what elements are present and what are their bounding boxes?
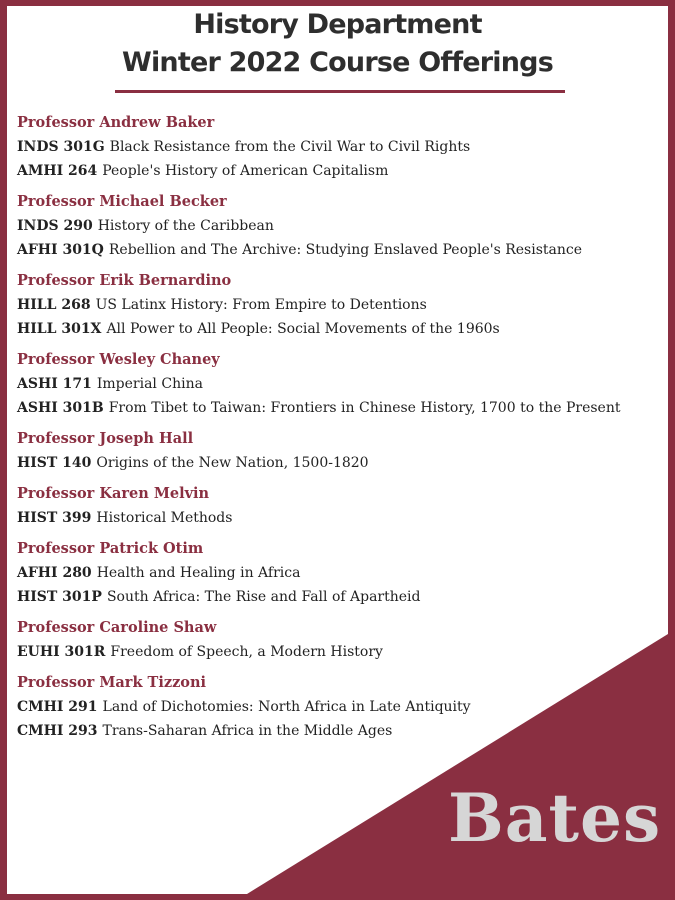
course-title: Historical Methods [96,510,233,526]
course-entry [17,293,657,317]
course-code: CMHI 291 [17,699,98,715]
title-line-2: Winter 2022 Course Offerings [122,47,553,78]
course-code: HILL 301X [17,321,102,337]
professor-name: Professor Karen Melvin [17,485,210,502]
title-underline [115,90,565,93]
course-title: US Latinx History: From Empire to Detentions [95,297,427,313]
professor-name: Professor Wesley Chaney [17,351,220,368]
professor-group [17,482,657,530]
professor-group [17,671,657,743]
professor-name: Professor Joseph Hall [17,430,194,447]
course-list [17,111,657,750]
course-entry [17,159,657,183]
course-title: From Tibet to Taiwan: Frontiers in Chinese History, 1700 to the Present [108,400,621,416]
professor-name: Professor Andrew Baker [17,114,215,131]
professor-name: Professor Michael Becker [17,193,227,210]
course-code: CMHI 293 [17,723,98,739]
course-title: Origins of the New Nation, 1500-1820 [96,455,369,471]
professor-name: Professor Caroline Shaw [17,619,217,636]
course-entry [17,506,657,530]
professor-group [17,348,657,420]
course-code: ASHI 171 [17,376,92,392]
professor-group [17,537,657,609]
professor-name: Professor Erik Bernardino [17,272,232,289]
course-entry [17,214,657,238]
poster-header [0,6,675,82]
course-title: All Power to All People: Social Movements of the 1960s [106,321,500,337]
course-code: AMHI 264 [17,163,98,179]
course-entry [17,640,657,664]
course-title: South Africa: The Rise and Fall of Apartheid [106,589,421,605]
course-entry [17,396,657,420]
course-entry [17,451,657,475]
course-entry [17,238,657,262]
course-title: Land of Dichotomies: North Africa in Late Antiquity [102,699,471,715]
course-title: Health and Healing in Africa [96,565,301,581]
course-code: HIST 140 [17,455,92,471]
course-code: HIST 301P [17,589,102,605]
course-code: ASHI 301B [17,400,104,416]
course-entry [17,719,657,743]
course-title: People's History of American Capitalism [102,163,389,179]
bates-wordmark: Bates [448,779,662,857]
course-title: Black Resistance from the Civil War to Civil Rights [109,139,471,155]
course-entry [17,317,657,341]
course-code: HIST 399 [17,510,92,526]
professor-name: Professor Patrick Otim [17,540,204,557]
professor-group [17,111,657,183]
course-code: HILL 268 [17,297,91,313]
course-entry [17,372,657,396]
course-title: Freedom of Speech, a Modern History [110,644,383,660]
course-entry [17,135,657,159]
course-title: Rebellion and The Archive: Studying Enslaved People's Resistance [108,242,583,258]
course-code: INDS 290 [17,218,93,234]
professor-name: Professor Mark Tizzoni [17,674,207,691]
course-code: INDS 301G [17,139,105,155]
course-title: History of the Caribbean [97,218,274,234]
course-title: Trans-Saharan Africa in the Middle Ages [102,723,393,739]
course-code: AFHI 301Q [17,242,104,258]
professor-group [17,269,657,341]
title-line-1: History Department [193,9,482,40]
professor-group [17,190,657,262]
course-code: EUHI 301R [17,644,106,660]
course-entry [17,561,657,585]
course-entry [17,695,657,719]
course-code: AFHI 280 [17,565,92,581]
course-title: Imperial China [96,376,203,392]
professor-group [17,616,657,664]
professor-group [17,427,657,475]
course-entry [17,585,657,609]
